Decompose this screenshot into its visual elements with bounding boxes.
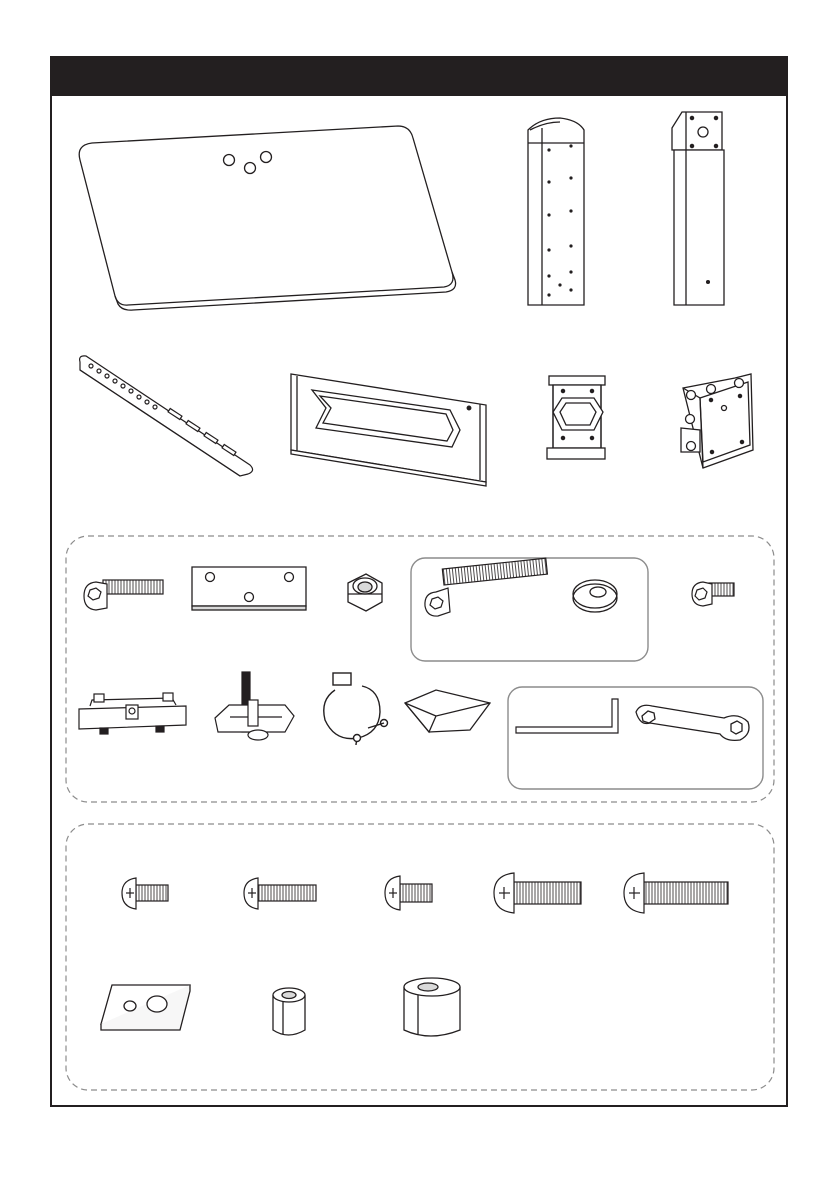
foot-pad-icon — [405, 690, 490, 732]
long-bolt-icon — [425, 558, 548, 616]
column-icon — [672, 112, 724, 305]
allen-key-icon — [516, 699, 618, 733]
hex-bolt-icon — [84, 580, 163, 610]
spacer-icon — [404, 978, 460, 1036]
perforated-strip-icon — [80, 356, 253, 476]
tilt-head-icon — [681, 374, 753, 468]
bracket-icon — [291, 374, 486, 486]
cable-guide-icon — [79, 693, 186, 734]
spacer-plate-icon — [192, 567, 306, 610]
spanner-icon — [636, 705, 749, 740]
short-hex-bolt-icon — [692, 582, 734, 606]
hardware-bag-b — [66, 824, 774, 1090]
base-plate-icon — [79, 126, 455, 310]
cable-tie-icon — [324, 673, 388, 745]
hardware-bag-a — [66, 536, 774, 802]
washer-icon — [573, 580, 617, 612]
bracket-icon — [547, 376, 605, 459]
lock-nut-icon — [348, 574, 382, 611]
column-icon — [528, 118, 584, 305]
offset-plate-icon — [101, 985, 190, 1030]
spacer-icon — [273, 988, 305, 1035]
clip-block-icon — [215, 672, 294, 740]
screw-icon — [122, 878, 168, 909]
screw-icon — [494, 873, 581, 913]
screw-icon — [624, 873, 728, 913]
screw-icon — [244, 878, 316, 909]
screw-icon — [385, 876, 432, 910]
